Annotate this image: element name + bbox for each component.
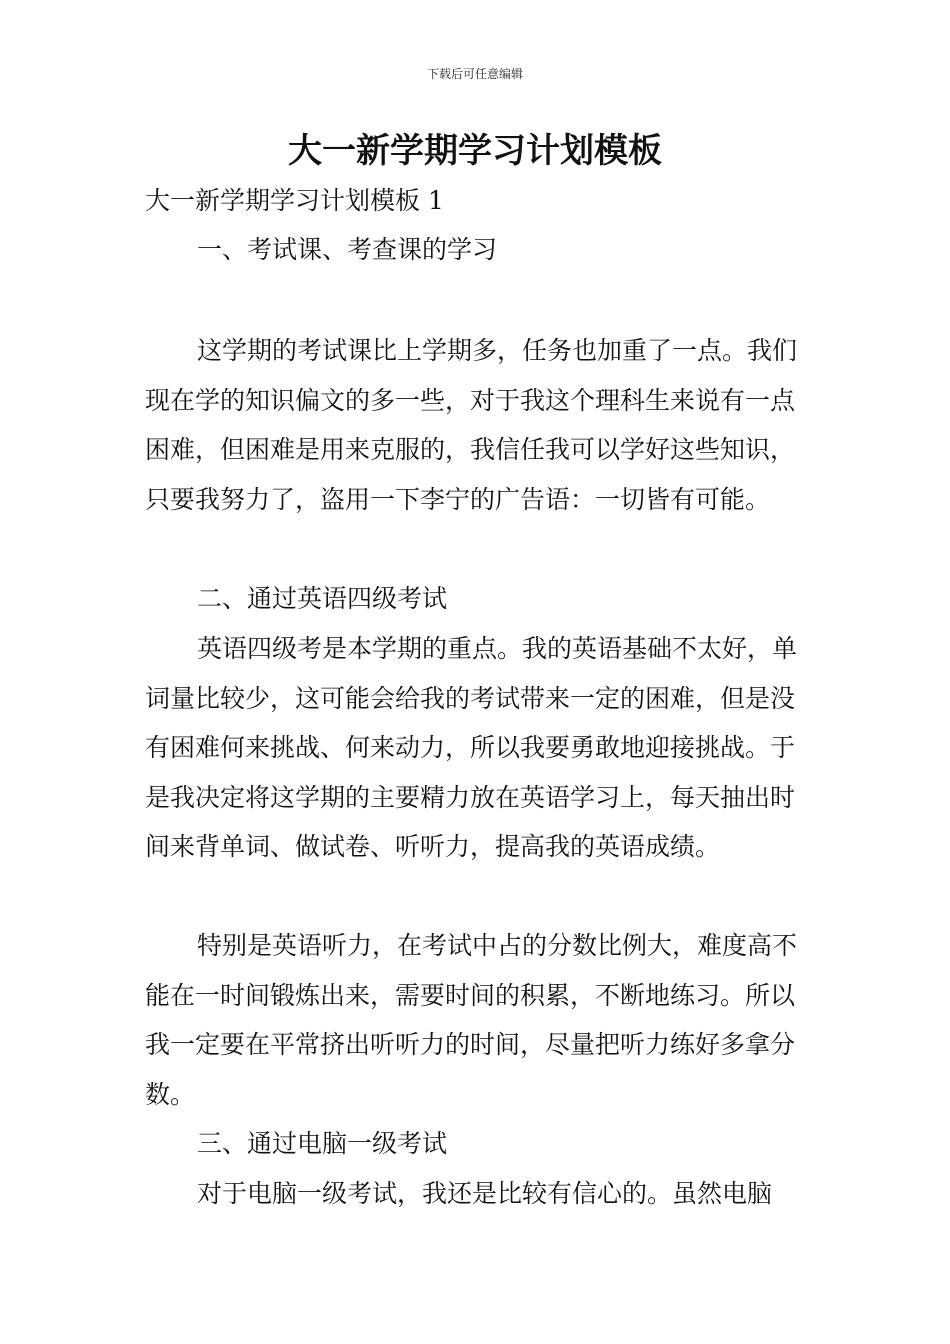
paragraph-listening: 特别是英语听力，在考试中占的分数比例大，难度高不能在一时间锻炼出来，需要时间的积累，不断地练习。所以我一定要在平常挤出听听力的时间，尽量把听力练好多拿分数。 bbox=[145, 931, 798, 1109]
paragraph-exam-courses: 这学期的考试课比上学期多，任务也加重了一点。我们现在学的知识偏文的多一些，对于我这个理科生来说有一点困难，但困难是用来克服的，我信任我可以学好这些知识，只要我努力了，盗用一下李宁的广告语：一切皆有可能。 bbox=[145, 336, 798, 514]
document-title: 大一新学期学习计划模板 bbox=[288, 131, 662, 171]
paragraph-cet4-plan: 英语四级考是本学期的重点。我的英语基础不太好，单词量比较少，这可能会给我的考试带来一定的困难，但是没有困难何来挑战、何来动力，所以我要勇敢地迎接挑战。于是我决定将这学期的主要精力放在英语学习上，每天抽出时间来背单词、做试卷、听听力，提高我的英语成绩。 bbox=[145, 634, 798, 862]
section-heading-2: 二、通过英语四级考试 bbox=[197, 584, 448, 613]
document-subtitle: 大一新学期学习计划模板 1 bbox=[145, 186, 444, 215]
header-note: 下载后可任意编辑 bbox=[426, 67, 523, 81]
section-heading-1: 一、考试课、考查课的学习 bbox=[197, 235, 498, 264]
section-heading-3: 三、通过电脑一级考试 bbox=[197, 1129, 448, 1158]
paragraph-computer-exam: 对于电脑一级考试，我还是比较有信心的。虽然电脑 bbox=[197, 1179, 773, 1208]
